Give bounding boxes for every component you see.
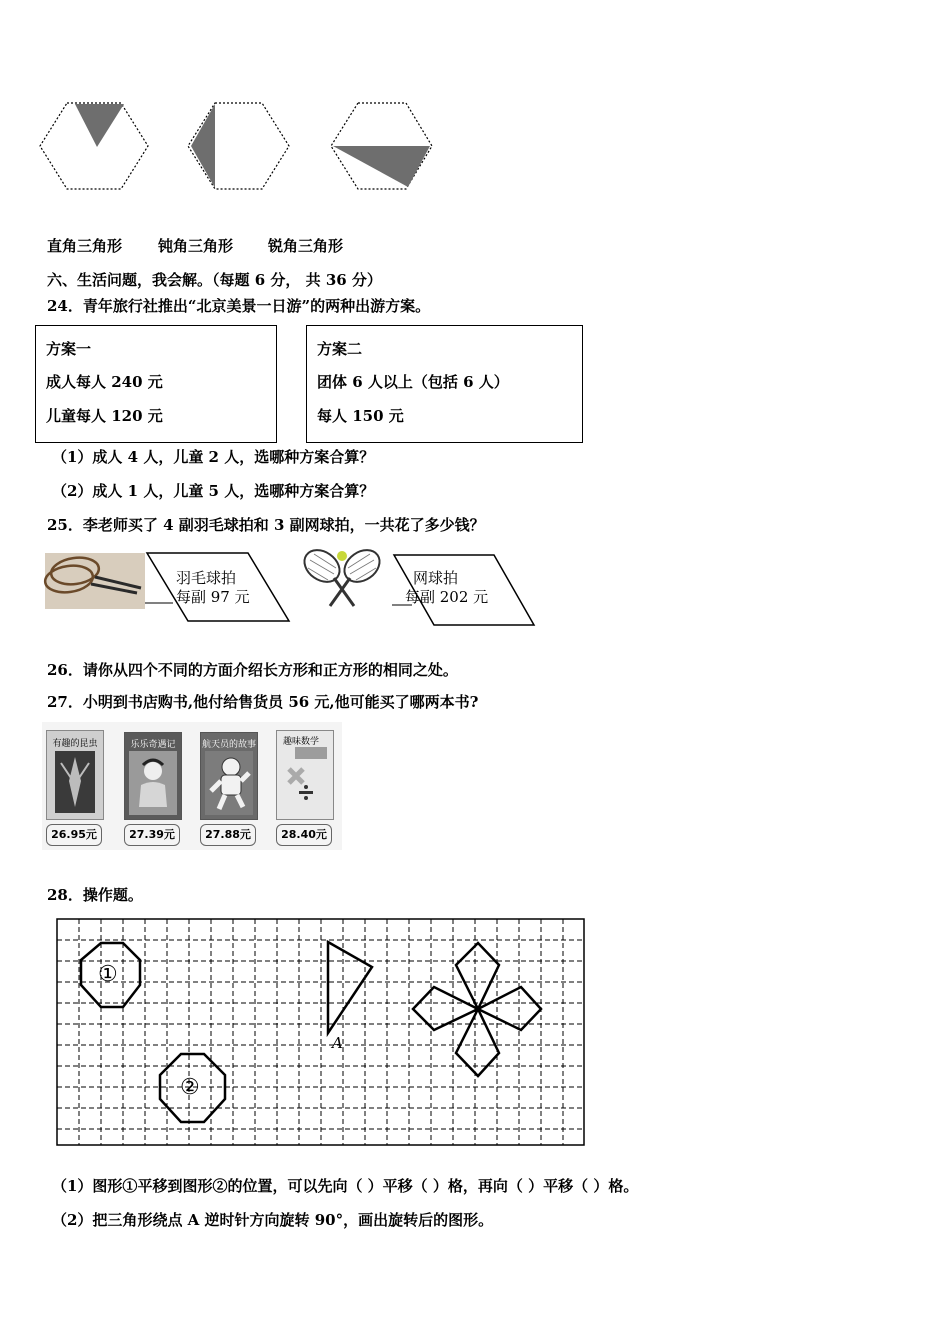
shape-1-label: ①	[98, 962, 118, 987]
hexagon-acute-triangle	[331, 103, 432, 189]
hexagon-figures	[40, 95, 440, 195]
book-card	[46, 730, 104, 820]
badminton-racket-image	[45, 553, 145, 609]
hexagon-obtuse-triangle	[188, 103, 289, 189]
book-card	[276, 730, 334, 820]
book-card	[124, 732, 182, 820]
hexagon-right-triangle	[40, 103, 148, 189]
book-price-tag: 27.88元	[200, 824, 256, 846]
question-26-title: 26．请你从四个不同的方面介绍长方形和正方形的相同之处。	[47, 661, 458, 679]
plan-two-box	[306, 325, 583, 443]
flower-shape	[413, 943, 541, 1076]
question-28-sub-2: （2）把三角形绕点 A 逆时针方向旋转 90°，画出旋转后的图形。	[52, 1211, 494, 1229]
section-6-heading: 六、生活问题，我会解。（每题 6 分， 共 36 分）	[47, 271, 382, 289]
plan-one-name: 方案一	[46, 340, 92, 358]
badminton-price: 每副 97 元	[176, 588, 250, 606]
triangle-label-right: 直角三角形	[47, 237, 123, 255]
badminton-name: 羽毛球拍	[176, 569, 237, 587]
question-25-title: 25．李老师买了 4 副羽毛球拍和 3 副网球拍，一共花了多少钱？	[47, 516, 485, 534]
book-price-tag: 26.95元	[46, 824, 102, 846]
astronaut-icon	[205, 751, 253, 815]
plan-one-child-price: 儿童每人 120 元	[46, 407, 163, 425]
book-card	[200, 732, 258, 820]
question-28-title: 28．操作题。	[47, 886, 143, 904]
plan-one-box	[35, 325, 277, 443]
grid-dashed-lines	[57, 919, 584, 1145]
book-list	[42, 722, 342, 850]
question-28-sub-1: （1）图形①平移到图形②的位置，可以先向（ ）平移（ ）格，再向（ ）平移（ ）格。	[52, 1177, 639, 1195]
plan-two-name: 方案二	[317, 340, 363, 358]
book-cover-title: 趣味数学	[283, 737, 320, 747]
point-a-label: A	[332, 1034, 343, 1052]
shape-2-label: ②	[180, 1075, 200, 1100]
question-24-sub-2: （2）成人 1 人，儿童 5 人，选哪种方案合算？	[52, 482, 375, 500]
triangle-label-obtuse: 钝角三角形	[158, 237, 234, 255]
tennis-name: 网球拍	[413, 569, 459, 587]
girl-figure-icon	[129, 751, 177, 815]
tennis-racket-image	[292, 546, 392, 608]
math-symbols-icon	[281, 745, 329, 815]
question-24-title: 24．青年旅行社推出“北京美景一日游”的两种出游方案。	[47, 297, 431, 315]
plan-two-each-price: 每人 150 元	[317, 407, 404, 425]
question-27-title: 27．小明到书店购书,他付给售货员 56 元,他可能买了哪两本书?	[47, 693, 479, 711]
insect-icon	[55, 751, 95, 813]
question-24-sub-1: （1）成人 4 人，儿童 2 人，选哪种方案合算？	[52, 448, 375, 466]
book-cover-title: 航天员的故事	[201, 740, 256, 750]
grid-diagram	[57, 919, 584, 1145]
tennis-price: 每副 202 元	[405, 588, 489, 606]
book-price-tag: 28.40元	[276, 824, 332, 846]
plan-two-group-condition: 团体 6 人以上（包括 6 人）	[317, 373, 509, 391]
plan-one-adult-price: 成人每人 240 元	[46, 373, 163, 391]
book-cover-title: 乐乐奇遇记	[130, 740, 176, 750]
book-cover-title: 有趣的昆虫	[52, 739, 98, 749]
book-price-tag: 27.39元	[124, 824, 180, 846]
triangle-label-acute: 锐角三角形	[268, 237, 344, 255]
